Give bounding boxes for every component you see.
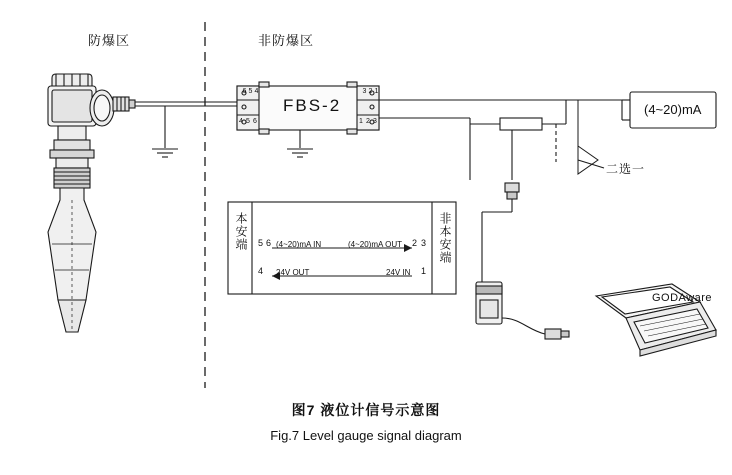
ground-symbol-left <box>152 149 178 157</box>
ground-symbol-right <box>287 149 313 157</box>
selector-label: 二选一 <box>606 162 646 176</box>
legend-row-4-20ma-out: (4~20)mA OUT <box>348 240 403 249</box>
barrier-left-terminal-6: 6 <box>241 88 248 95</box>
legend-left-num-4: 4 <box>258 266 264 276</box>
barrier-right-num-3: 3 <box>373 118 377 125</box>
barrier-left-terminal-5: 5 <box>247 88 254 95</box>
legend-row-24v-out: 24V OUT <box>276 268 310 277</box>
legend-right-num-1: 1 <box>421 266 427 276</box>
legend-left-num-5: 5 <box>258 238 264 248</box>
label-nonhazardous-zone: 非防爆区 <box>258 33 315 48</box>
legend-right-num-2: 2 <box>412 238 418 248</box>
barrier-right-terminal-1: 1 <box>373 88 380 95</box>
barrier-to-meter-wires <box>379 100 630 180</box>
barrier-right-num-2: 2 <box>366 118 370 125</box>
legend-intrinsically-safe-side: 本安端 <box>234 212 248 251</box>
barrier-model-label: FBS-2 <box>283 96 342 115</box>
legend-right-num-3: 3 <box>421 238 427 248</box>
barrier-left-terminal-4: 4 <box>253 88 260 95</box>
figure-caption-cn: 图7 液位计信号示意图 <box>291 402 441 418</box>
barrier-left-num-4: 4 <box>239 118 243 125</box>
barrier-right-terminal-3: 3 <box>361 88 368 95</box>
gauge-to-barrier-wires <box>135 102 237 148</box>
legend-row-24v-in: 24V IN <box>386 268 411 277</box>
barrier-left-num-5: 5 <box>246 118 250 125</box>
ground-symbol-barrier <box>300 130 390 148</box>
legend-left-num-6: 6 <box>266 238 272 248</box>
figure-caption-en: Fig.7 Level gauge signal diagram <box>270 428 462 443</box>
barrier-left-num-6: 6 <box>253 118 257 125</box>
label-hazardous-zone: 防爆区 <box>88 33 131 48</box>
legend-row-4-20ma-in: (4~20)mA IN <box>276 240 322 249</box>
hart-modem-device <box>476 183 569 339</box>
laptop-brand-label: GODAware <box>652 292 713 304</box>
legend-non-intrinsically-safe-side: 非本安端 <box>438 212 452 264</box>
barrier-right-num-1: 1 <box>359 118 363 125</box>
terminal-legend-box <box>228 202 456 294</box>
meter-label: (4~20)mA <box>644 102 702 117</box>
barrier-right-terminal-2: 2 <box>367 88 374 95</box>
level-gauge-device <box>48 74 135 332</box>
